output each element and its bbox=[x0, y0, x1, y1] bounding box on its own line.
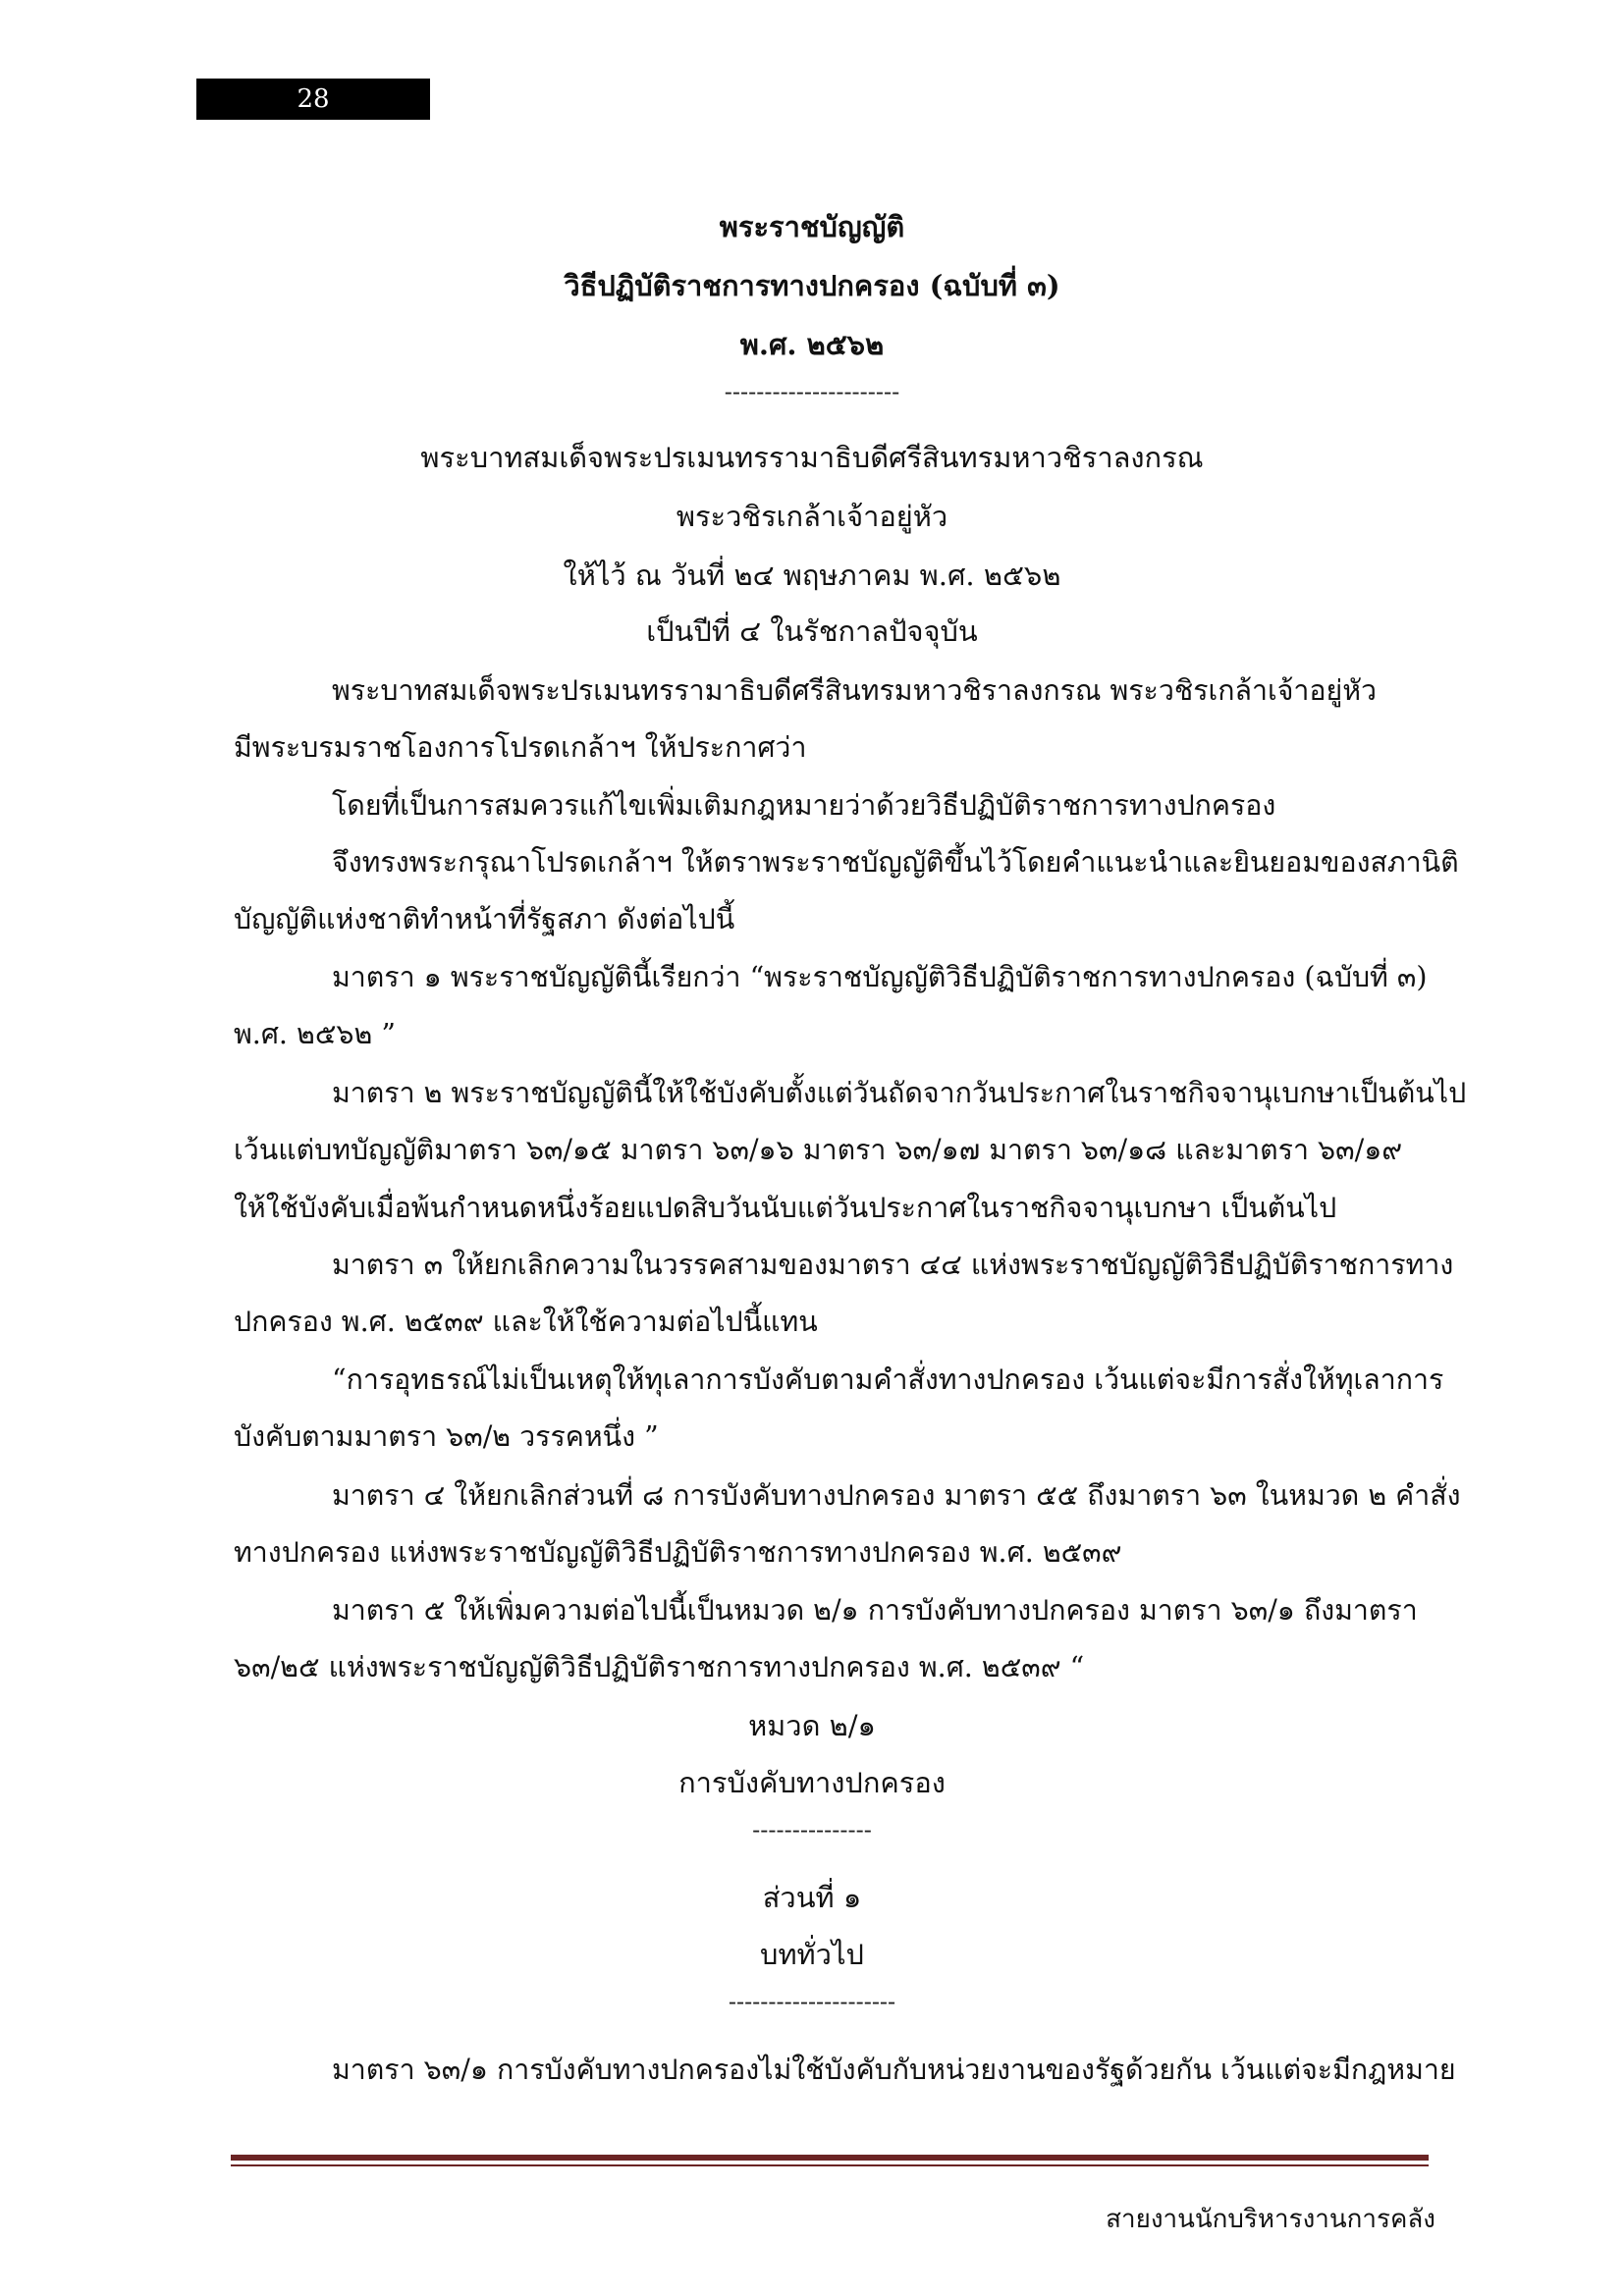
body-line: บัญญัติแห่งชาติทำหน้าที่รัฐสภา ดังต่อไปนี้ bbox=[234, 903, 735, 935]
section-1: มาตรา ๑ พระราชบัญญัตินี้เรียกว่า “พระราชบัญญัติวิธีปฏิบัติราชการทางปกครอง (ฉบับที่ ๓) bbox=[332, 961, 1428, 993]
body-line: จึงทรงพระกรุณาโปรดเกล้าฯ ให้ตราพระราชบัญญัติขึ้นไว้โดยคำแนะนำและยินยอมของสภานิติ bbox=[332, 846, 1459, 879]
act-year: พ.ศ. ๒๕๖๒ bbox=[739, 328, 885, 361]
act-subtitle: วิธีปฏิบัติราชการทางปกครอง (ฉบับที่ ๓) bbox=[564, 269, 1060, 302]
footer-rule bbox=[231, 2155, 1429, 2161]
royal-name: พระบาทสมเด็จพระปรเมนทรรามาธิบดีศรีสินทรมหาวชิราลงกรณ bbox=[420, 441, 1204, 474]
body-line: พ.ศ. ๒๕๖๒ ” bbox=[234, 1018, 396, 1050]
page-number: 28 bbox=[196, 79, 430, 120]
title-divider: ---------------------- bbox=[724, 378, 900, 405]
body-line: บังคับตามมาตรา ๖๓/๒ วรรคหนึ่ง ” bbox=[234, 1420, 659, 1453]
body-line: ให้ใช้บังคับเมื่อพ้นกำหนดหนึ่งร้อยแปดสิบวันนับแต่วันประกาศในราชกิจจานุเบกษา เป็นต้นไป bbox=[234, 1192, 1337, 1224]
chapter-subtitle: การบังคับทางปกครอง bbox=[678, 1766, 946, 1799]
section-4: มาตรา ๔ ให้ยกเลิกส่วนที่ ๘ การบังคับทางปกครอง มาตรา ๕๕ ถึงมาตรา ๖๓ ในหมวด ๒ คำสั่ง bbox=[332, 1479, 1461, 1512]
section-5: มาตรา ๕ ให้เพิ่มความต่อไปนี้เป็นหมวด ๒/๑ การบังคับทางปกครอง มาตรา ๖๓/๑ ถึงมาตรา bbox=[332, 1594, 1418, 1627]
part-subtitle: บททั่วไป bbox=[760, 1938, 864, 1971]
given-date: ให้ไว้ ณ วันที่ ๒๔ พฤษภาคม พ.ศ. ๒๕๖๒ bbox=[563, 559, 1061, 592]
body-line: พระบาทสมเด็จพระปรเมนทรรามาธิบดีศรีสินทรมหาวชิราลงกรณ พระวชิรเกล้าเจ้าอยู่หัว bbox=[332, 674, 1378, 707]
body-line: ปกครอง พ.ศ. ๒๕๓๙ และให้ใช้ความต่อไปนี้แทน bbox=[234, 1306, 818, 1338]
chapter-divider: --------------- bbox=[752, 1816, 872, 1843]
royal-title: พระวชิรเกล้าเจ้าอยู่หัว bbox=[676, 500, 948, 533]
section-3: มาตรา ๓ ให้ยกเลิกความในวรรคสามของมาตรา ๔๔ แห่งพระราชบัญญัติวิธีปฏิบัติราชการทาง bbox=[332, 1249, 1454, 1281]
section-63-1: มาตรา ๖๓/๑ การบังคับทางปกครองไม่ใช้บังคับกับหน่วยงานของรัฐด้วยกัน เว้นแต่จะมีกฎหมาย bbox=[332, 2054, 1456, 2086]
section-2: มาตรา ๒ พระราชบัญญัตินี้ให้ใช้บังคับตั้งแต่วันถัดจากวันประกาศในราชกิจจานุเบกษาเป็นต้นไป bbox=[332, 1077, 1467, 1109]
body-line: ๖๓/๒๕ แห่งพระราชบัญญัติวิธีปฏิบัติราชการทางปกครอง พ.ศ. ๒๕๓๙ “ bbox=[234, 1651, 1085, 1683]
body-line: โดยที่เป็นการสมควรแก้ไขเพิ่มเติมกฎหมายว่าด้วยวิธีปฏิบัติราชการทางปกครอง bbox=[332, 789, 1276, 822]
body-line: ทางปกครอง แห่งพระราชบัญญัติวิธีปฏิบัติราชการทางปกครอง พ.ศ. ๒๕๓๙ bbox=[234, 1536, 1122, 1569]
quoted-text: “การอุทธรณ์ไม่เป็นเหตุให้ทุเลาการบังคับตามคำสั่งทางปกครอง เว้นแต่จะมีการสั่งให้ทุเลาการ bbox=[332, 1363, 1444, 1396]
reign-year: เป็นปีที่ ๔ ในรัชกาลปัจจุบัน bbox=[646, 614, 978, 648]
part-divider: --------------------- bbox=[728, 1988, 896, 2015]
footer-rule-thin bbox=[231, 2164, 1429, 2166]
body-line: มีพระบรมราชโองการโปรดเกล้าฯ ให้ประกาศว่า bbox=[234, 731, 807, 764]
footer-text: สายงานนักบริหารงานการคลัง bbox=[1106, 2205, 1435, 2234]
body-line: เว้นแต่บทบัญญัติมาตรา ๖๓/๑๕ มาตรา ๖๓/๑๖ มาตรา ๖๓/๑๗ มาตรา ๖๓/๑๘ และมาตรา ๖๓/๑๙ bbox=[234, 1134, 1403, 1166]
part-title: ส่วนที่ ๑ bbox=[762, 1881, 862, 1914]
act-title: พระราชบัญญัติ bbox=[719, 210, 905, 243]
chapter-title: หมวด ๒/๑ bbox=[748, 1709, 876, 1742]
